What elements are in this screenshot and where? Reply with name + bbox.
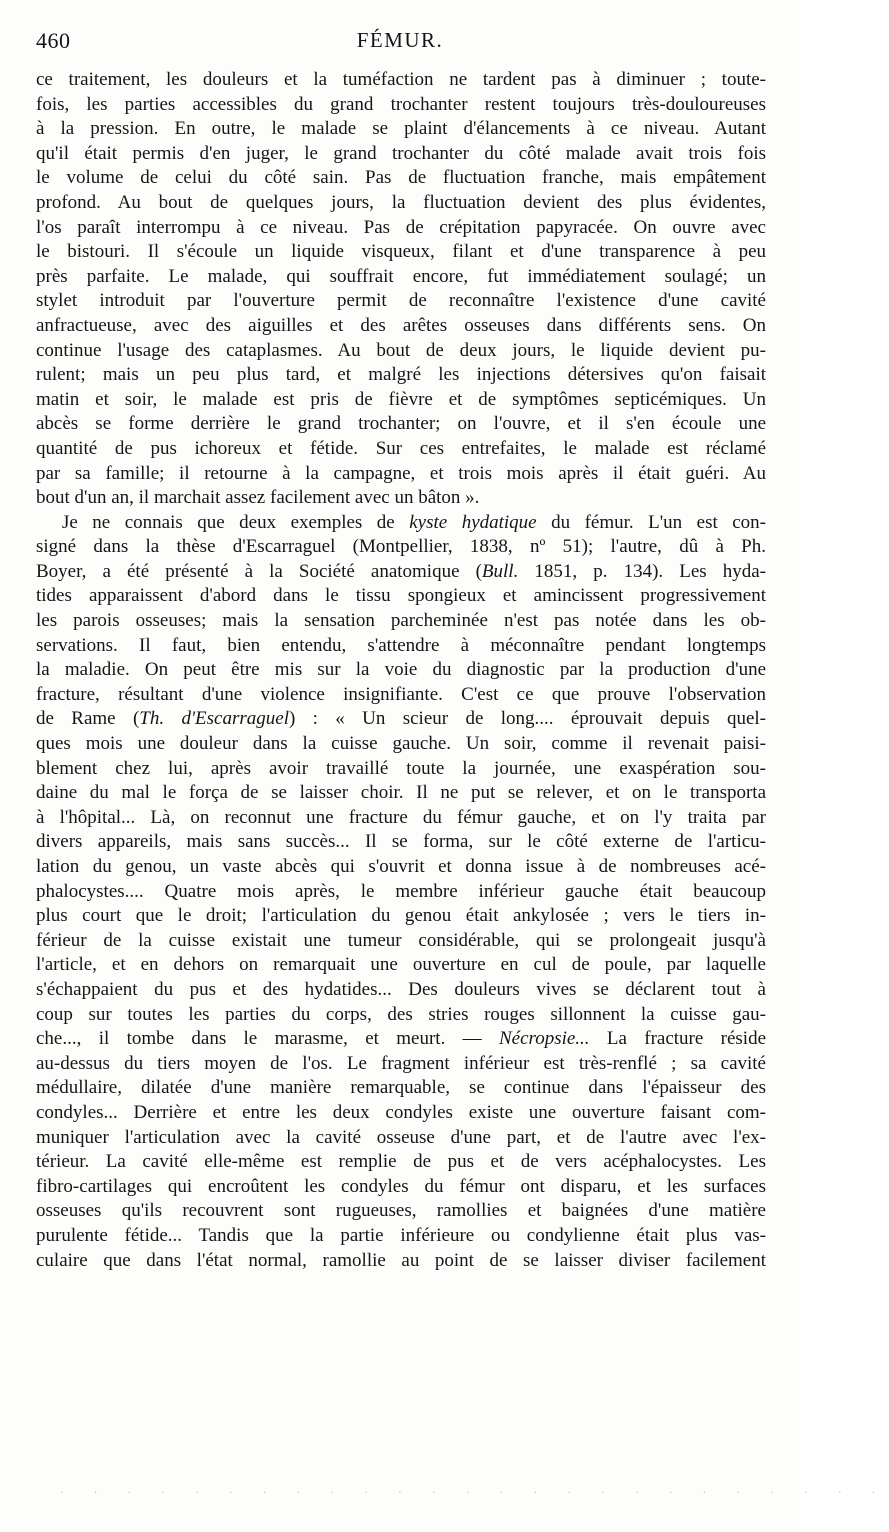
text-line: osseuses qu'ils recouvrent sont rugueuses, ramollies et baignées d'une matière	[36, 1200, 766, 1222]
text-line: signé dans la thèse d'Escarraguel (Montpellier, 1838, nº 51); l'autre, dû à Ph.	[36, 536, 766, 558]
text-line: de Rame (Th. d'Escarraguel) : « Un scieur de long.... éprouvait depuis quel-	[36, 708, 766, 730]
text-line: ques mois une douleur dans la cuisse gauche. Un soir, comme il revenait paisi-	[36, 733, 766, 755]
text-line: par sa famille; il retourne à la campagne, et trois mois après il était guéri. Au	[36, 462, 766, 484]
text-line: fibro-cartilages qui encroûtent les condyles du fémur ont disparu, et les surfaces	[36, 1175, 766, 1197]
text-line: Boyer, a été présenté à la Société anatomique (Bull. 1851, p. 134). Les hyda-	[36, 560, 766, 582]
text-line: culaire que dans l'état normal, ramollie au point de se laisser diviser facilement	[36, 1249, 766, 1271]
page-number: 460	[36, 28, 71, 53]
italic-phrase: Bull.	[481, 560, 519, 582]
text-line: à la pression. En outre, le malade se plaint d'élancements à ce niveau. Autant	[36, 118, 766, 140]
text-line: coup sur toutes les parties du corps, des stries rouges sillonnent la cuisse gau-	[36, 1003, 766, 1025]
scan-specks: · · · · · · · · · · · · · · · · · · · · · · · · ·	[60, 1488, 889, 1499]
text-line: matin et soir, le malade est pris de fièvre et de symptômes septicémiques. Un	[36, 388, 766, 410]
text-line: phalocystes.... Quatre mois après, le membre inférieur gauche était beaucoup	[36, 880, 766, 902]
text-line: fois, les parties accessibles du grand trochanter restent toujours très-douloureuses	[36, 93, 766, 115]
text-line: quantité de pus ichoreux et fétide. Sur ces entrefaites, le malade est réclamé	[36, 437, 766, 459]
text-line: le volume de celui du côté sain. Pas de fluctuation franche, mais empâtement	[36, 167, 766, 189]
text-line: près parfaite. Le malade, qui souffrait encore, fut immédiatement soulagé; un	[36, 265, 766, 287]
text-line: l'article, et en dehors on remarquait une ouverture en cul de poule, par laquelle	[36, 954, 766, 976]
body-text	[36, 68, 766, 1273]
text-line: profond. Au bout de quelques jours, la fluctuation devient des plus évidentes,	[36, 191, 766, 213]
text-line: divers appareils, mais sans succès... Il se forma, sur le côté externe de l'articu-	[36, 831, 766, 853]
text-line: servations. Il faut, bien entendu, s'attendre à méconnaître pendant longtemps	[36, 634, 766, 656]
text-line: continue l'usage des cataplasmes. Au bout de deux jours, le liquide devient pu-	[36, 339, 766, 361]
text-line: muniquer l'articulation avec la cavité osseuse d'une part, et de l'autre avec l'ex-	[36, 1126, 766, 1148]
text-line: che..., il tombe dans le marasme, et meurt. — Nécropsie... La fracture réside	[36, 1028, 766, 1050]
text-line: purulente fétide... Tandis que la partie inférieure ou condylienne était plus vas-	[36, 1224, 766, 1246]
text-line: médullaire, dilatée d'une manière remarquable, se continue dans l'épaisseur des	[36, 1077, 766, 1099]
italic-phrase: kyste hydatique	[409, 511, 537, 533]
text-line: anfractueuse, avec des aiguilles et des arêtes osseuses dans différents sens. On	[36, 314, 766, 336]
text-line: au-dessus du tiers moyen de l'os. Le fragment inférieur est très-renflé ; sa cavité	[36, 1052, 766, 1074]
text-line: bout d'un an, il marchait assez facilement avec un bâton ».	[36, 487, 480, 509]
text-line: l'os paraît interrompu à ce niveau. Pas de crépitation papyracée. On ouvre avec	[36, 216, 766, 238]
text-line: condyles... Derrière et entre les deux condyles existe une ouverture faisant com-	[36, 1101, 766, 1123]
text-line: stylet introduit par l'ouverture permit de reconnaître l'existence d'une cavité	[36, 290, 766, 312]
text-line: la maladie. On peut être mis sur la voie du diagnostic par la production d'une	[36, 659, 766, 681]
running-head: FÉMUR.	[356, 28, 444, 52]
text-line: le bistouri. Il s'écoule un liquide visqueux, filant et d'une transparence à peu	[36, 241, 766, 263]
text-line: ce traitement, les douleurs et la tuméfaction ne tardent pas à diminuer ; toute-	[36, 69, 766, 90]
text-line: férieur de la cuisse existait une tumeur considérable, qui se prolongeait jusqu'à	[36, 929, 766, 951]
text-line: lation du genou, un vaste abcès qui s'ouvrit et donna issue à de nombreuses acé-	[36, 856, 766, 877]
text-line: daine du mal le força de se laisser choir. Il ne put se relever, et on le transporta	[36, 782, 766, 804]
text-line: les parois osseuses; mais la sensation parcheminée n'est pas notée dans les ob-	[36, 610, 766, 632]
text-line: rulent; mais un peu plus tard, et malgré les injections détersives qu'on faisait	[36, 364, 766, 386]
italic-phrase: Th. d'Escarraguel	[139, 708, 289, 730]
text-line: térieur. La cavité elle-même est remplie de pus et de vers acéphalocystes. Les	[36, 1151, 766, 1173]
text-line: abcès se forme derrière le grand trochanter; on l'ouvre, et il s'en écoule une	[36, 413, 766, 435]
text-line: fracture, résultant d'une violence insignifiante. C'est ce que prouve l'observation	[36, 683, 766, 705]
text-line: Je ne connais que deux exemples de kyste hydatique du fémur. L'un est con-	[62, 511, 766, 533]
text-line: plus court que le droit; l'articulation du genou était ankylosée ; vers le tiers in-	[36, 905, 766, 927]
italic-phrase: Nécropsie...	[498, 1028, 590, 1050]
text-line: tides apparaissent d'abord dans le tissu spongieux et amincissent progressivement	[36, 585, 766, 607]
text-line: à l'hôpital... Là, on reconnut une fracture du fémur gauche, et on l'y traita par	[36, 806, 766, 828]
text-line: s'échappaient du pus et des hydatides... Des douleurs vives se déclarent tout à	[36, 978, 766, 1000]
text-line: qu'il était permis d'en juger, le grand trochanter du côté malade avait trois fois	[36, 142, 766, 164]
text-line: blement chez lui, après avoir travaillé toute la journée, une exaspération sou-	[36, 757, 766, 779]
page-header	[36, 28, 764, 58]
